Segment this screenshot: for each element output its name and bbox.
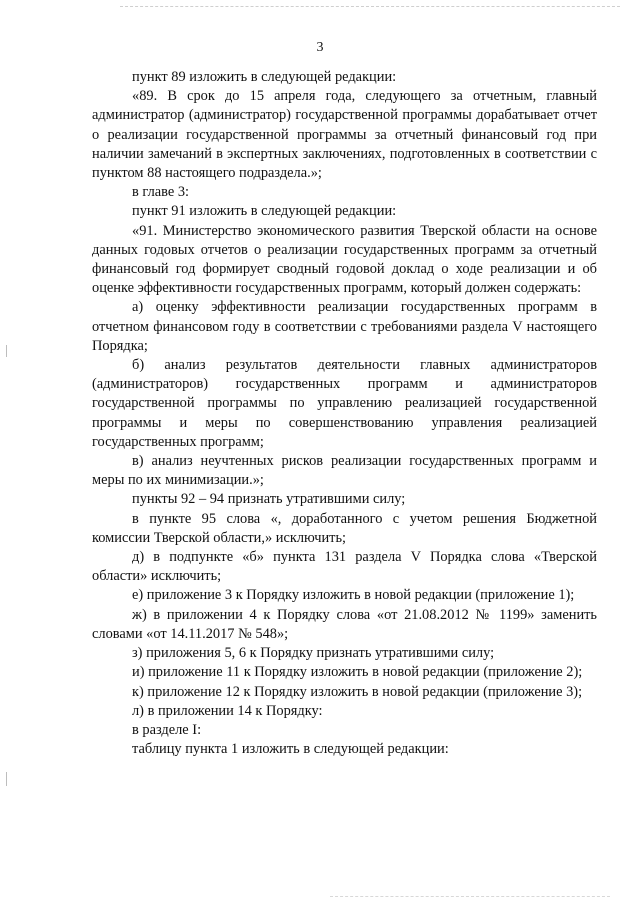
paragraph: к) приложение 12 к Порядку изложить в новой редакции (приложение 3);: [132, 683, 583, 700]
page-number: 3: [316, 40, 324, 55]
paragraph: в) анализ неучтенных рисков реализации государственных программ и меры по их минимизации.»;: [92, 453, 597, 489]
paragraph: пункты 92 – 94 признать утратившими силу;: [132, 491, 406, 508]
paragraph: е) приложение 3 к Порядку изложить в новой редакции (приложение 1);: [132, 587, 575, 604]
paragraph: в главе 3:: [132, 184, 190, 201]
paragraph: «89. В срок до 15 апреля года, следующего за отчетным, главный администратор (администратор) государственной программы дорабатывает отчет о реализации государственной программы за отчетный финансовый год при наличии замечаний в экспертных заключениях, подготовленных в соответствии с пунктом 88 настоящего подраздела.»;: [92, 88, 597, 182]
paragraph: «91. Министерство экономического развития Тверской области на основе данных годовых отчетов о реализации государственных программ за отчетный финансовый год формирует сводный годовой доклад о ходе реализации и об оценке эффективности государственных программ, который должен содержать:: [92, 222, 597, 297]
paragraph: пункт 91 изложить в следующей редакции:: [132, 203, 397, 220]
paragraph: б) анализ результатов деятельности главных администраторов (администраторов) государственных программ и администраторов государственной программы по управлению реализацией государственной программы и меры по совершенствованию управления реализацией государственных программ;: [92, 357, 597, 450]
scan-artifact-left-1: [6, 345, 7, 357]
scan-artifact-left-2: [6, 772, 7, 786]
scan-artifact-bottom: [330, 896, 610, 897]
paragraph: д) в подпункте «б» пункта 131 раздела V Порядка слова «Тверской области» исключить;: [92, 549, 597, 585]
paragraph: в пункте 95 слова «, доработанного с учетом решения Бюджетной комиссии Тверской области,» исключить;: [92, 510, 597, 546]
paragraph: з) приложения 5, 6 к Порядку признать утратившими силу;: [132, 645, 495, 662]
paragraph: а) оценку эффективности реализации государственных программ в отчетном финансовом году в соответствии с требованиями раздела V настоящего Порядка;: [92, 299, 597, 354]
paragraph: пункт 89 изложить в следующей редакции:: [132, 69, 397, 85]
paragraph: л) в приложении 14 к Порядку:: [132, 702, 323, 719]
document-body: [92, 68, 597, 759]
paragraph: в разделе I:: [132, 721, 202, 738]
paragraph: и) приложение 11 к Порядку изложить в новой редакции (приложение 2);: [132, 664, 583, 681]
paragraph: таблицу пункта 1 изложить в следующей редакции:: [132, 741, 449, 758]
paragraph: ж) в приложении 4 к Порядку слова «от 21.08.2012 № 1199» заменить словами «от 14.11.2017 № 548»;: [92, 606, 597, 642]
scan-artifact-top: [120, 6, 620, 9]
